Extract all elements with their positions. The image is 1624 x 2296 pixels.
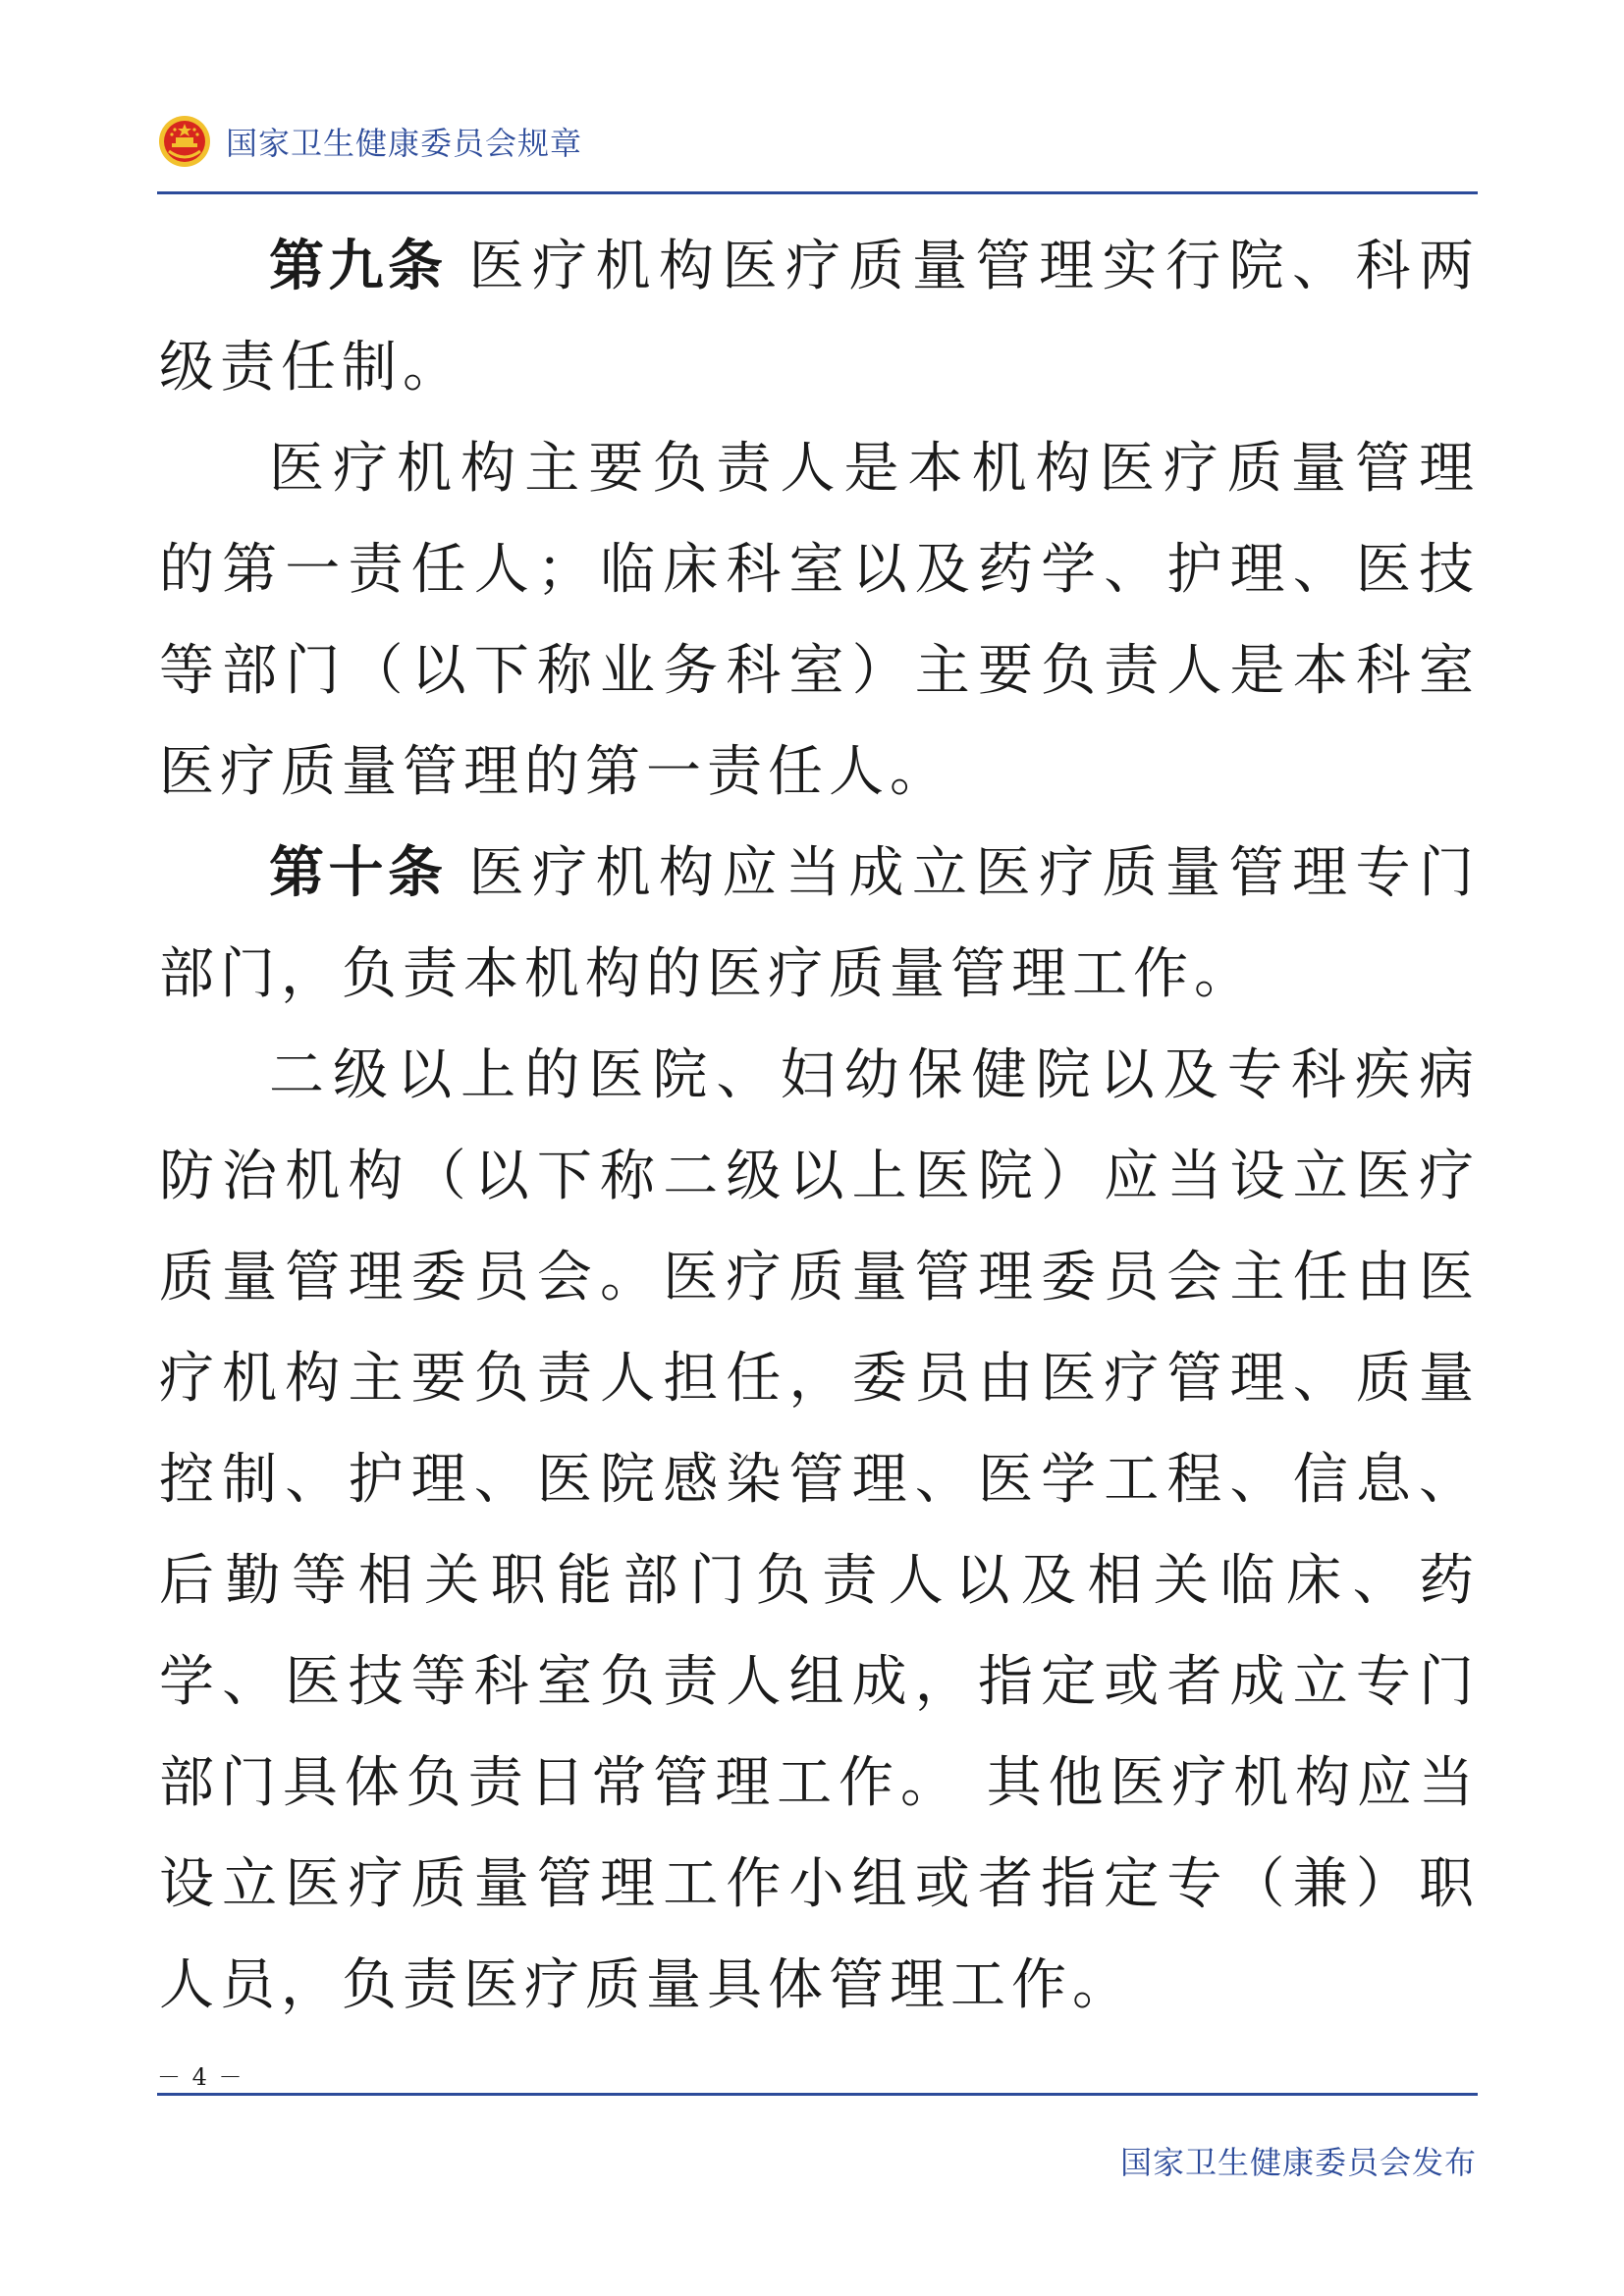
paragraph-text: 医疗机构主要负责人是本机构医疗质量管理的第一责任人；临床科室以及药学、护理、医技等部门（以下称业务科室）主要负责人是本科室医疗质量管理的第一责任人。	[159, 437, 1480, 804]
document-body	[159, 216, 1480, 2036]
article-number: 第九条	[269, 235, 448, 298]
paragraph-article-10-clause-2	[159, 1025, 1480, 2036]
paragraph-text: 医疗机构医疗质量管理实行院、科两级责任制。	[159, 235, 1480, 400]
paragraph-article-10	[159, 823, 1480, 1025]
publisher-label: 国家卫生健康委员会发布	[1119, 2144, 1477, 2181]
paragraph-article-9	[159, 216, 1480, 418]
paragraph-text: 医疗机构应当成立医疗质量管理专门部门，负责本机构的医疗质量管理工作。	[159, 841, 1480, 1006]
header-rule	[157, 191, 1478, 194]
paragraph-article-9-clause-2	[159, 418, 1480, 823]
header-title: 国家卫生健康委员会规章	[226, 125, 583, 162]
article-number: 第十条	[269, 841, 448, 905]
national-emblem-icon	[157, 114, 212, 169]
footer-rule	[157, 2093, 1478, 2096]
page-header	[157, 110, 582, 173]
page-number: － 4 －	[157, 2063, 244, 2091]
paragraph-text: 二级以上的医院、妇幼保健院以及专科疾病防治机构（以下称二级以上医院）应当设立医疗质量管理委员会。医疗质量管理委员会主任由医疗机构主要负责人担任，委员由医疗管理、质量控制、护理、医院感染管理、医学工程、信息、后勤等相关职能部门负责人以及相关临床、药学、医技等科室负责人组成，指定或者成立专门部门具体负责日常管理工作。 其他医疗机构应当设立医疗质量管理工作小组或者指定专（兼）职人员，负责医疗质量具体管理工作。	[159, 1043, 1480, 2017]
